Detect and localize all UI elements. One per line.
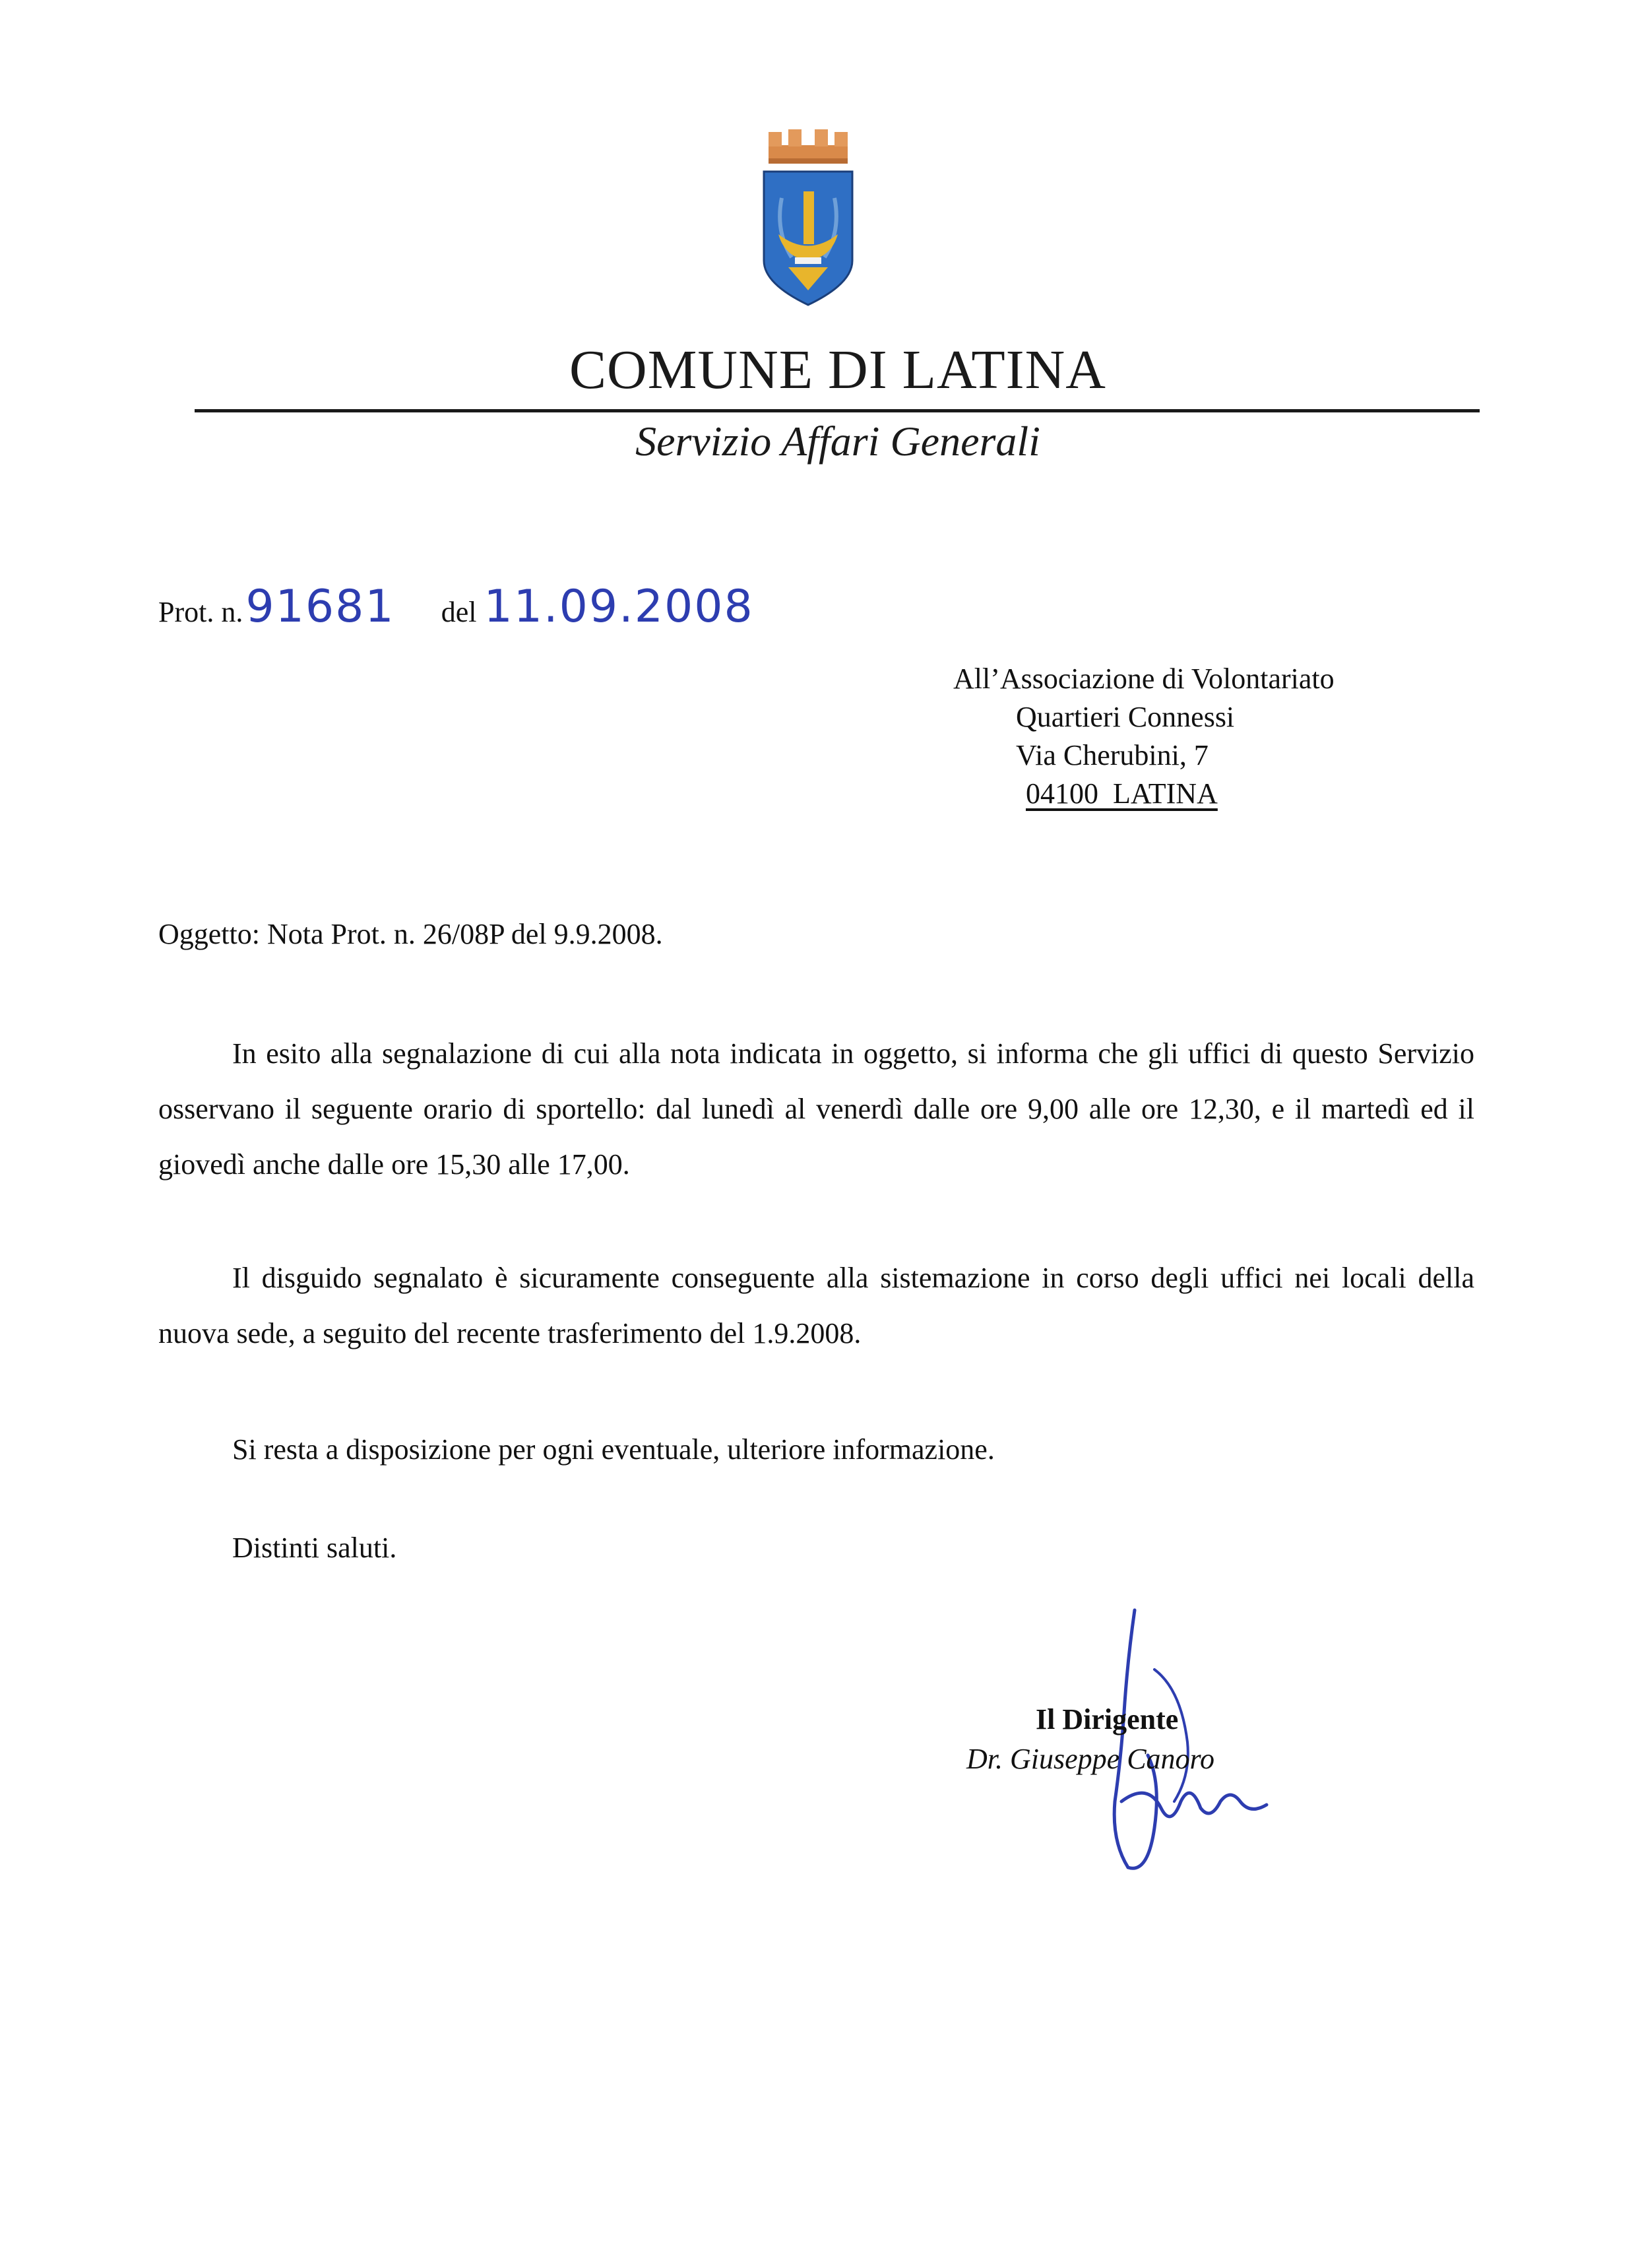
protocol-date: 11.09.2008 bbox=[484, 581, 754, 633]
protocol-number: 91681 bbox=[245, 581, 395, 633]
protocol-date-prefix: del bbox=[441, 596, 477, 628]
addressee-postal-line: 04100 LATINA bbox=[1026, 777, 1218, 810]
crown-icon bbox=[769, 129, 848, 164]
addressee-line: All’Associazione di Volontariato bbox=[953, 663, 1335, 695]
body-paragraph: Il disguido segnalato è sicuramente conseguente alla sistemazione in corso degli uffici nei locali della nuova sede, a seguito del recente trasferimento del 1.9.2008. bbox=[158, 1262, 1474, 1349]
addressee-line: Quartieri Connessi bbox=[1016, 701, 1235, 733]
addressee-line: Via Cherubini, 7 bbox=[1016, 739, 1209, 771]
subject-line: Oggetto: Nota Prot. n. 26/08P del 9.9.2008. bbox=[158, 918, 663, 950]
coat-of-arms-icon bbox=[752, 125, 864, 310]
signatory-name: Dr. Giuseppe Canoro bbox=[966, 1743, 1215, 1775]
protocol-prefix: Prot. n. bbox=[158, 596, 243, 628]
header-divider bbox=[195, 409, 1480, 412]
protocol-line bbox=[158, 581, 754, 633]
department-subtitle: Servizio Affari Generali bbox=[635, 418, 1040, 465]
signatory-role: Il Dirigente bbox=[1036, 1703, 1179, 1735]
addressee-block bbox=[953, 660, 1335, 813]
organization-title: COMUNE DI LATINA bbox=[569, 339, 1106, 401]
body-paragraph: Si resta a disposizione per ogni eventuale, ulteriore informazione. bbox=[232, 1433, 995, 1466]
body-paragraph: In esito alla segnalazione di cui alla nota indicata in oggetto, si informa che gli uffici di questo Servizio osservano il seguente orario di sportello: dal lunedì al venerdì dalle ore 9,00 alle ore 12,30, e il martedì ed il giovedì anche dalle ore 15,30 alle 17,00. bbox=[158, 1037, 1474, 1181]
closing-salutation: Distinti saluti. bbox=[232, 1532, 397, 1564]
